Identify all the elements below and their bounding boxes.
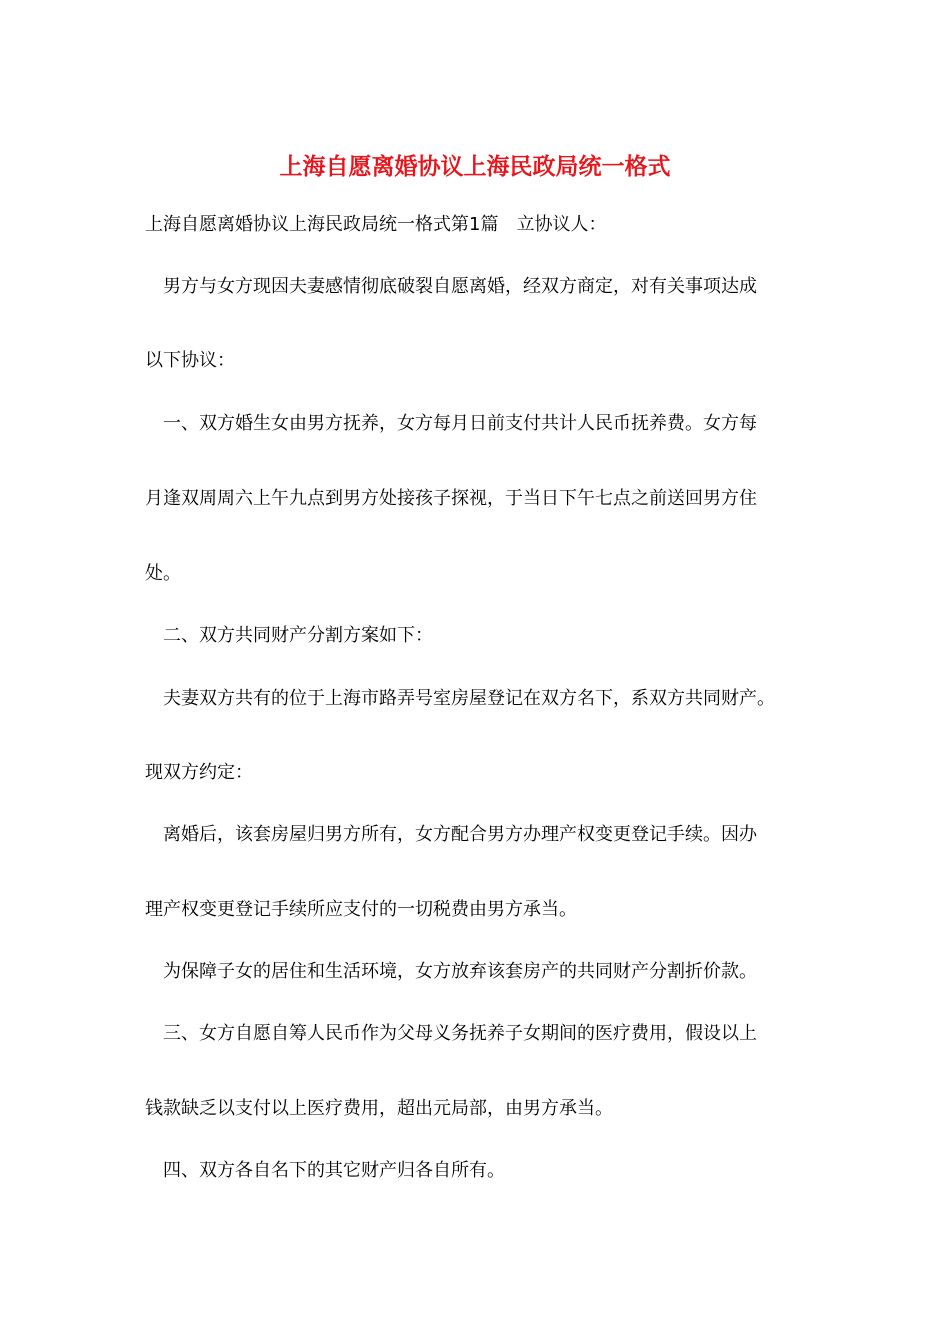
paragraph-line: 理产权变更登记手续所应支付的一切税费由男方承当。 (145, 899, 577, 920)
paragraph-line: 以下协议： (145, 350, 235, 371)
paragraph-line: 四、双方各自名下的其它财产归各自所有。 (163, 1160, 505, 1181)
paragraph-line: 现双方约定： (145, 762, 253, 783)
paragraph-line: 离婚后，该套房屋归男方所有，女方配合男方办理产权变更登记手续。因办 (163, 824, 757, 845)
paragraph-line: 钱款缺乏以支付以上医疗费用，超出元局部，由男方承当。 (145, 1098, 613, 1119)
paragraph-line: 为保障子女的居住和生活环境，女方放弃该套房产的共同财产分割折价款。 (163, 961, 757, 982)
paragraph-line: 夫妻双方共有的位于上海市路弄号室房屋登记在双方名下，系双方共同财产。 (163, 688, 775, 709)
document-title: 上海自愿离婚协议上海民政局统一格式 (279, 153, 671, 180)
paragraph-line: 三、女方自愿自筹人民币作为父母义务抚养子女期间的医疗费用，假设以上 (163, 1023, 757, 1044)
paragraph-line: 一、双方婚生女由男方抚养，女方每月日前支付共计人民币抚养费。女方每 (163, 413, 757, 434)
paragraph-line: 处。 (145, 563, 181, 584)
paragraph-line: 上海自愿离婚协议上海民政局统一格式第1篇 立协议人： (145, 214, 607, 235)
paragraph-line: 二、双方共同财产分割方案如下： (163, 625, 433, 646)
paragraph-line: 男方与女方现因夫妻感情彻底破裂自愿离婚，经双方商定，对有关事项达成 (163, 276, 757, 297)
paragraph-line: 月逢双周周六上午九点到男方处接孩子探视，于当日下午七点之前送回男方住 (145, 488, 757, 509)
